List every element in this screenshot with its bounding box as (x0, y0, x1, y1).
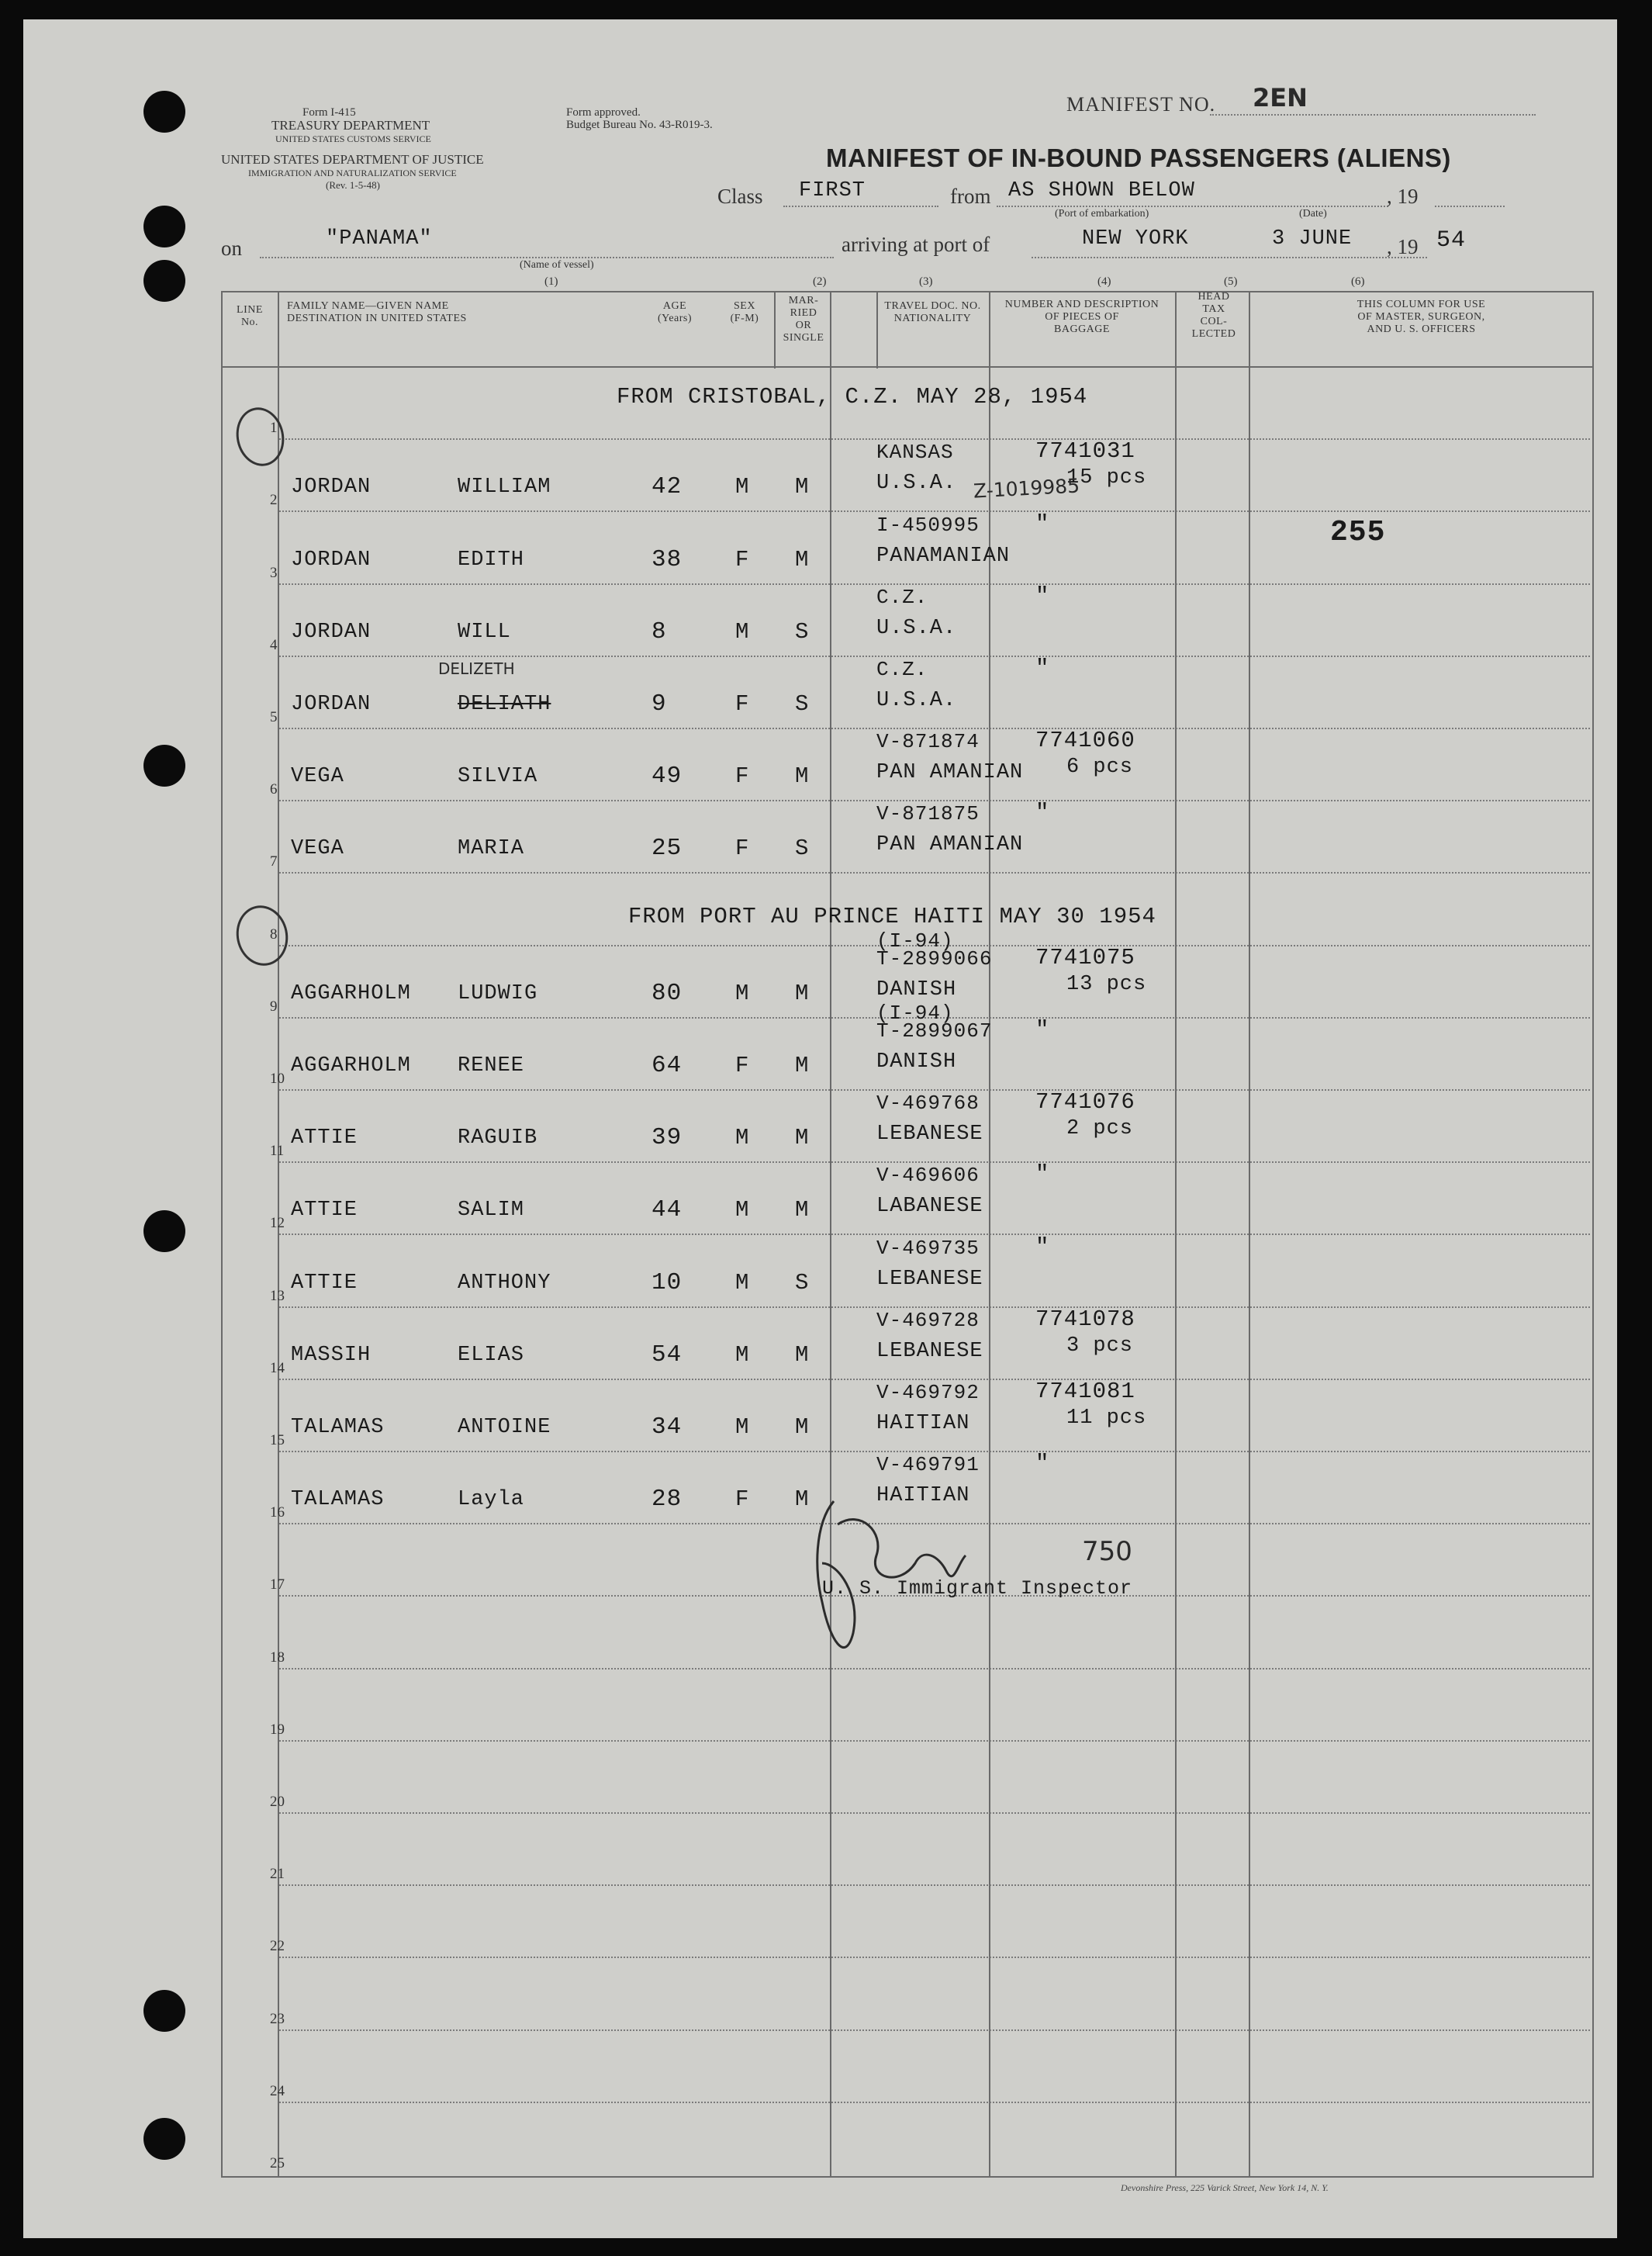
family-name: ATTIE (291, 1199, 358, 1223)
family-name: JORDAN (291, 620, 372, 644)
line-number: 17 (270, 1576, 285, 1593)
baggage-tag: " (1035, 1161, 1050, 1188)
marital-status: M (795, 546, 810, 573)
header-baggage: NUMBER AND DESCRIPTION OF PIECES OF BAGGAGE (1004, 299, 1160, 335)
age: 44 (651, 1196, 683, 1224)
baggage-tag: 7741078 (1035, 1306, 1135, 1332)
col-num-5: (5) (1224, 275, 1238, 288)
marital-status: M (795, 763, 810, 790)
col-num-3: (3) (919, 275, 933, 288)
baggage-pieces: 15 pcs (1066, 466, 1147, 490)
inspector-mark: 750 (1082, 1536, 1132, 1567)
age: 38 (651, 545, 683, 573)
binder-hole (143, 2118, 185, 2160)
treasury-label: TREASURY DEPARTMENT (271, 118, 430, 133)
given-name: ANTOINE (458, 1416, 551, 1439)
baggage-pieces: 6 pcs (1066, 756, 1134, 780)
line-number: 23 (270, 2010, 285, 2027)
given-name: DELIATH (458, 693, 551, 716)
family-name: VEGA (291, 765, 344, 789)
inspector-signature (791, 1478, 969, 1672)
marital-status: M (795, 1341, 810, 1368)
family-name: TALAMAS (291, 1488, 385, 1512)
given-name: SALIM (458, 1199, 525, 1223)
arrival-port: NEW YORK (1082, 227, 1189, 251)
nationality: HAITIAN (876, 1412, 970, 1435)
from-label: from (950, 185, 991, 208)
age: 39 (651, 1124, 683, 1152)
arriving-label: arriving at port of (842, 233, 990, 256)
customs-label: UNITED STATES CUSTOMS SERVICE (275, 133, 431, 144)
row-divider (279, 872, 1590, 874)
travel-doc-no: KANSAS (876, 441, 954, 465)
line-number: 19 (270, 1721, 285, 1738)
nationality: U.S.A. (876, 616, 957, 640)
row-divider (279, 1089, 1590, 1091)
row-divider (279, 728, 1590, 729)
nationality: U.S.A. (876, 472, 957, 496)
age: 28 (651, 1486, 683, 1514)
nationality: LEBANESE (876, 1339, 983, 1363)
header-head-tax: HEAD TAX COL- LECTED (1191, 291, 1236, 340)
line-number: 2 (270, 492, 278, 509)
line-number: 7 (270, 853, 278, 870)
travel-doc-no: V-469728 (876, 1308, 980, 1332)
baggage-tag: 7741075 (1035, 944, 1135, 971)
sex: F (735, 691, 750, 717)
travel-doc-no: V-871874 (876, 730, 980, 754)
line-number: 20 (270, 1794, 285, 1810)
sex: F (735, 546, 750, 573)
given-name: WILLIAM (458, 476, 551, 500)
marital-status: S (795, 1269, 810, 1296)
header-age: AGE (Years) (657, 300, 693, 324)
header-officers: THIS COLUMN FOR USE OF MASTER, SURGEON, AND U. S. OFFICERS (1357, 299, 1486, 335)
given-name: ELIAS (458, 1343, 525, 1367)
sex: M (735, 474, 750, 500)
header-married: MAR- RIED OR SINGLE (783, 295, 824, 344)
sex: F (735, 1053, 750, 1078)
marital-status: S (795, 836, 810, 862)
age: 80 (651, 979, 683, 1007)
row-divider (279, 1451, 1590, 1452)
nationality: DANISH (876, 1050, 957, 1074)
class-label: Class (717, 185, 763, 208)
header-travel-doc: TRAVEL DOC. NO. NATIONALITY (884, 300, 981, 324)
age: 54 (651, 1341, 683, 1368)
given-name: RENEE (458, 1054, 525, 1078)
header-sex: SEX (F-M) (730, 300, 759, 324)
baggage-pieces: 13 pcs (1066, 972, 1147, 996)
row-divider (279, 1740, 1590, 1742)
row-divider (279, 656, 1590, 657)
officer-note: 255 (1330, 516, 1386, 549)
line-number: 25 (270, 2155, 285, 2171)
row-divider (279, 438, 1590, 440)
line-number: 5 (270, 709, 278, 725)
given-name: RAGUIB (458, 1126, 538, 1150)
line-number: 9 (270, 998, 278, 1015)
sex: F (735, 763, 750, 790)
nationality: PAN AMANIAN (876, 761, 1024, 785)
baggage-tag: 7741076 (1035, 1089, 1135, 1116)
rev-label: (Rev. 1-5-48) (326, 179, 380, 191)
line-number: 22 (270, 1938, 285, 1955)
inspector-label: U. S. Immigrant Inspector (822, 1577, 1133, 1600)
line-number: 21 (270, 1866, 285, 1883)
page-title: MANIFEST OF IN-BOUND PASSENGERS (ALIENS) (826, 144, 1451, 172)
line-number: 18 (270, 1649, 285, 1666)
sex: M (735, 618, 750, 645)
sex: M (735, 1269, 750, 1296)
row-divider (279, 1234, 1590, 1235)
binder-hole (143, 91, 185, 133)
family-name: AGGARHOLM (291, 1054, 411, 1078)
baggage-tag: " (1035, 510, 1050, 537)
refile-note: Z-1019985 (973, 474, 1080, 503)
budget-bureau: Budget Bureau No. 43-R019-3. (566, 119, 713, 131)
sex: M (735, 1341, 750, 1368)
row-divider (279, 800, 1590, 801)
binder-hole (143, 206, 185, 247)
arrival-year: 54 (1436, 227, 1467, 254)
travel-doc-no: V-871875 (876, 802, 980, 826)
baggage-tag: " (1035, 1451, 1050, 1477)
marital-status: M (795, 474, 810, 500)
line-number: 24 (270, 2082, 285, 2099)
line-number: 3 (270, 564, 278, 581)
baggage-tag: 7741031 (1035, 438, 1135, 465)
travel-doc-no: C.Z. (876, 658, 928, 681)
line-number: 14 (270, 1359, 285, 1376)
travel-doc-no: V-469606 (876, 1164, 980, 1188)
nationality: DANISH (876, 977, 957, 1002)
marital-status: S (795, 691, 810, 717)
given-name: Layla (458, 1488, 525, 1512)
line-number: 4 (270, 636, 278, 653)
manifest-page (23, 19, 1617, 2238)
given-name: SILVIA (458, 765, 538, 789)
col-num-2: (2) (813, 275, 827, 288)
line-number: 11 (270, 1143, 285, 1160)
travel-doc-no: C.Z. (876, 585, 928, 609)
vessel-caption: (Name of vessel) (520, 259, 594, 271)
sex: F (735, 1486, 750, 1513)
marital-status: M (795, 1125, 810, 1151)
given-name: LUDWIG (458, 981, 538, 1005)
nationality: LEBANESE (876, 1267, 983, 1291)
given-name: ANTHONY (458, 1271, 551, 1295)
circle-line-8 (231, 901, 294, 971)
row-divider (279, 1884, 1590, 1886)
row-divider (279, 1306, 1590, 1308)
doc-form: (I-94) (876, 1002, 954, 1025)
row-divider (279, 2102, 1590, 2103)
sex: F (735, 836, 750, 862)
nationality: PAN AMANIAN (876, 833, 1024, 857)
header-name: FAMILY NAME—GIVEN NAME DESTINATION IN UNITED STATES (287, 300, 467, 324)
marital-status: M (795, 1197, 810, 1223)
baggage-pieces: 3 pcs (1066, 1334, 1134, 1358)
travel-doc-no: I-450995 (876, 513, 980, 537)
baggage-tag: " (1035, 800, 1050, 826)
baggage-pieces: 11 pcs (1066, 1407, 1147, 1430)
section-port-au-prince: FROM PORT AU PRINCE HAITI MAY 30 1954 (628, 904, 1156, 929)
row-divider (279, 1957, 1590, 1958)
justice-label: UNITED STATES DEPARTMENT OF JUSTICE (221, 152, 484, 167)
class-value: FIRST (799, 179, 866, 202)
line-number: 6 (270, 781, 278, 798)
year-prefix-1: , 19 (1387, 185, 1419, 208)
travel-doc-no: T-2899067 (876, 1019, 993, 1043)
from-value: AS SHOWN BELOW (1008, 179, 1195, 202)
row-divider (279, 1161, 1590, 1163)
nationality: HAITIAN (876, 1484, 970, 1508)
nationality: PANAMANIAN (876, 544, 1011, 568)
line-number: 16 (270, 1504, 285, 1521)
travel-doc-no: V-469791 (876, 1453, 980, 1477)
age: 42 (651, 473, 683, 501)
year-prefix-2: , 19 (1387, 235, 1419, 258)
given-name: EDITH (458, 548, 525, 572)
family-name: ATTIE (291, 1271, 358, 1295)
col-num-4: (4) (1097, 275, 1111, 288)
baggage-tag: 7741060 (1035, 728, 1135, 754)
binder-hole (143, 260, 185, 302)
row-divider (279, 1379, 1590, 1380)
age: 10 (651, 1268, 683, 1296)
baggage-tag: " (1035, 1017, 1050, 1043)
travel-doc-no: V-469792 (876, 1381, 980, 1404)
row-divider (279, 2029, 1590, 2031)
marital-status: M (795, 1414, 810, 1440)
marital-status: M (795, 1486, 810, 1513)
marital-status: M (795, 980, 810, 1006)
manifest-number-value: 2EN (1253, 83, 1308, 112)
baggage-tag: " (1035, 656, 1050, 681)
age: 25 (651, 835, 683, 863)
age: 64 (651, 1052, 683, 1079)
family-name: VEGA (291, 837, 344, 861)
family-name: MASSIH (291, 1343, 372, 1367)
section-cristobal: FROM CRISTOBAL, C.Z. MAY 28, 1954 (617, 384, 1088, 410)
nationality: LABANESE (876, 1195, 983, 1219)
binder-hole (143, 1210, 185, 1252)
age: 34 (651, 1413, 683, 1441)
marital-status: S (795, 618, 810, 645)
family-name: JORDAN (291, 476, 372, 500)
baggage-tag: " (1035, 1234, 1050, 1260)
date-caption: (Date) (1299, 208, 1327, 220)
family-name: TALAMAS (291, 1416, 385, 1439)
travel-doc-no: T-2899066 (876, 946, 993, 971)
family-name: ATTIE (291, 1126, 358, 1150)
row-divider (279, 1812, 1590, 1814)
printer-credit: Devonshire Press, 225 Varick Street, New York 14, N. Y. (1121, 2182, 1329, 2193)
line-number: 1 (270, 420, 278, 437)
baggage-tag: " (1035, 583, 1050, 609)
circle-line-1 (231, 403, 289, 470)
col-num-6: (6) (1351, 275, 1365, 288)
sex: M (735, 1197, 750, 1223)
family-name: JORDAN (291, 693, 372, 716)
ins-label: IMMIGRATION AND NATURALIZATION SERVICE (248, 168, 457, 178)
given-name: WILL (458, 620, 511, 644)
line-number: 15 (270, 1432, 285, 1448)
binder-hole (143, 745, 185, 787)
family-name: JORDAN (291, 548, 372, 572)
nationality: U.S.A. (876, 689, 957, 712)
line-number: 8 (270, 926, 278, 943)
port-caption: (Port of embarkation) (1055, 208, 1149, 220)
sex: M (735, 980, 750, 1006)
nationality: LEBANESE (876, 1123, 983, 1147)
header-line-no: LINE No. (237, 304, 263, 328)
line-number: 12 (270, 1215, 285, 1232)
sex: M (735, 1125, 750, 1151)
col-num-1: (1) (544, 275, 558, 288)
baggage-pieces: 2 pcs (1066, 1117, 1134, 1141)
manifest-number-label: MANIFEST NO. (1066, 93, 1216, 116)
form-number: Form I-415 (302, 106, 356, 119)
baggage-tag: 7741081 (1035, 1379, 1135, 1404)
row-divider (279, 510, 1590, 512)
age: 8 (651, 618, 667, 645)
age: 9 (651, 690, 667, 718)
doc-form: (I-94) (876, 929, 954, 953)
family-name: AGGARHOLM (291, 981, 411, 1005)
age: 49 (651, 763, 683, 791)
jordan-name-correction: DELIZETH (438, 659, 515, 678)
sex: M (735, 1414, 750, 1440)
marital-status: M (795, 1053, 810, 1078)
binder-hole (143, 1990, 185, 2032)
vessel-name: "PANAMA" (326, 227, 433, 251)
form-approved: Form approved. (566, 106, 641, 119)
arrival-date: 3 JUNE (1272, 227, 1353, 251)
line-number: 13 (270, 1287, 285, 1304)
travel-doc-no: V-469735 (876, 1236, 980, 1260)
on-label: on (221, 237, 242, 260)
row-divider (279, 583, 1590, 585)
line-number: 10 (270, 1071, 285, 1087)
given-name: MARIA (458, 837, 525, 861)
travel-doc-no: V-469768 (876, 1092, 980, 1116)
